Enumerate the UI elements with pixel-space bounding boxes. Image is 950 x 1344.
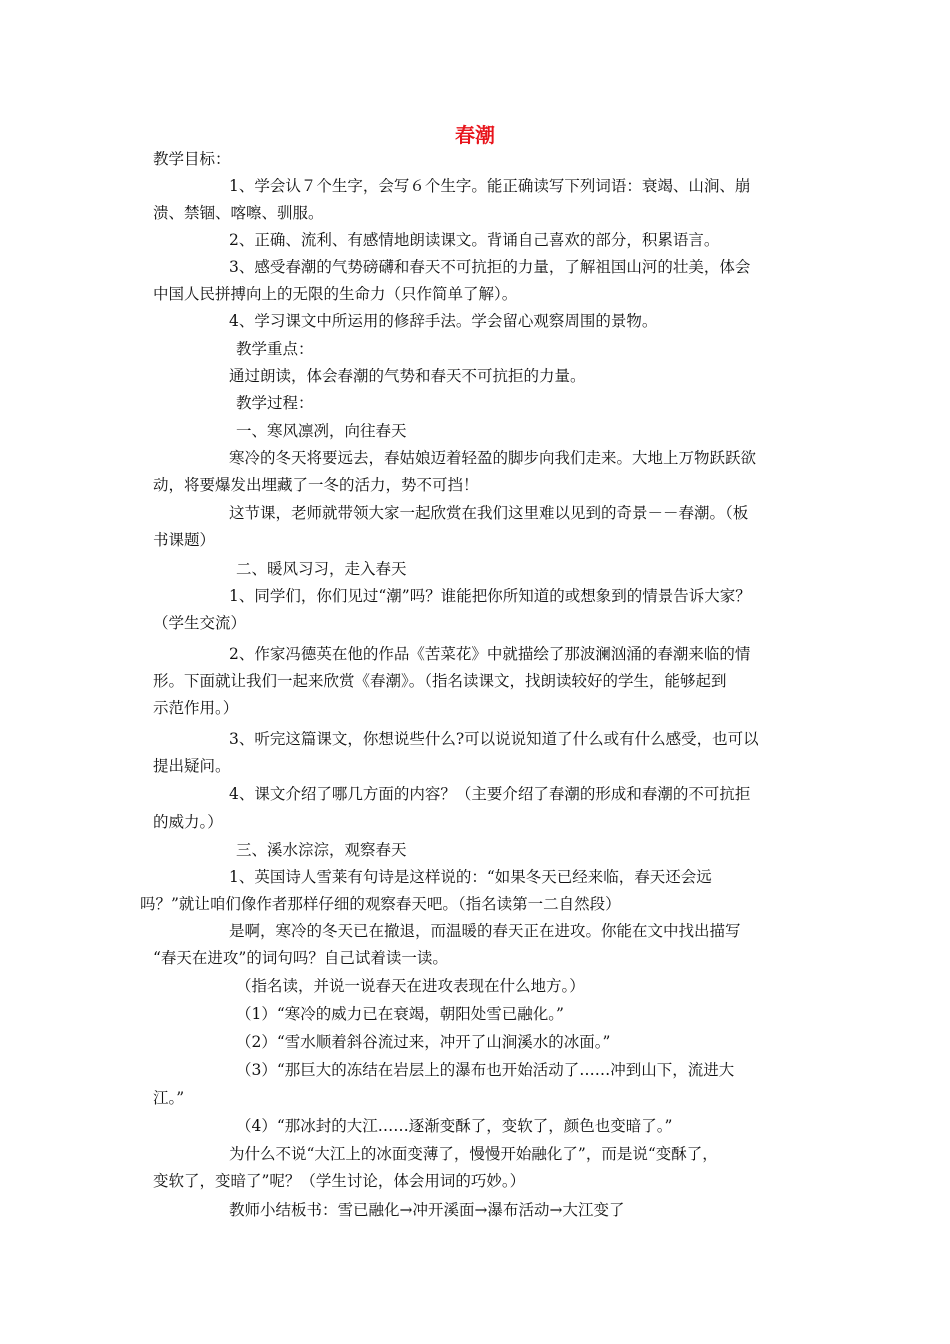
text-line: 教学过程： — [236, 394, 314, 412]
text-line: 2、正确、流利、有感情地朗读课文。背诵自己喜欢的部分，积累语言。 — [229, 231, 720, 249]
text-line: 寒冷的冬天将要远去，春姑娘迈着轻盈的脚步向我们走来。大地上万物跃跃欲 — [229, 449, 757, 467]
text-line: 3、听完这篇课文，你想说些什么?可以说说知道了什么或有什么感受，也可以 — [229, 730, 759, 748]
text-line: 吗？”就让咱们像作者那样仔细的观察春天吧。（指名读第一二自然段） — [140, 895, 621, 913]
text-line: 中国人民拼搏向上的无限的生命力（只作简单了解）。 — [153, 285, 518, 303]
text-line: 动，将要爆发出埋藏了一冬的活力，势不可挡！ — [153, 476, 479, 494]
text-line: 4、课文介绍了哪几方面的内容？（主要介绍了春潮的形成和春潮的不可抗拒 — [229, 785, 751, 803]
text-line: 1、同学们，你们见过“潮”吗？谁能把你所知道的或想象到的情景告诉大家？ — [229, 587, 751, 605]
text-line: 变软了，变暗了”呢？（学生讨论，体会用词的巧妙。） — [153, 1172, 526, 1190]
text-line: 教师小结板书：雪已融化→冲开溪面→瀑布活动→大江变了 — [229, 1201, 625, 1219]
text-line: 书课题） — [153, 531, 216, 549]
text-line: 3、感受春潮的气势磅礴和春天不可抗拒的力量，了解祖国山河的壮美，体会 — [229, 258, 751, 276]
text-line: 通过朗读，体会春潮的气势和春天不可抗拒的力量。 — [229, 367, 586, 385]
text-line: 教学目标： — [153, 150, 231, 168]
text-line: 教学重点： — [236, 340, 314, 358]
text-line: 溃、禁锢、喀嚓、驯服。 — [153, 204, 324, 222]
text-line: （指名读，并说一说春天在进攻表现在什么地方。） — [236, 977, 585, 995]
text-line: 1、学会认７个生字，会写６个生字。能正确读写下列词语：衰竭、山涧、崩 — [229, 177, 751, 195]
section-heading: 三、溪水淙淙，观察春天 — [236, 841, 407, 859]
text-line: （学生交流） — [153, 614, 247, 632]
quote-line: （3）“那巨大的冻结在岩层上的瀑布也开始活动了……冲到山下，流进大 — [236, 1061, 735, 1079]
quote-line: （1）“寒冷的威力已在衰竭，朝阳处雪已融化。” — [236, 1005, 564, 1023]
text-line: 形。下面就让我们一起来欣赏《春潮》。（指名读课文，找朗读较好的学生，能够起到 — [153, 672, 727, 690]
text-line: 这节课，老师就带领大家一起欣赏在我们这里难以见到的奇景－－春潮。（板 — [229, 504, 749, 522]
quote-line: 江。” — [153, 1089, 185, 1107]
text-line: 1、英国诗人雪莱有句诗是这样说的：“如果冬天已经来临，春天还会远 — [229, 868, 712, 886]
section-heading: 一、寒风凛冽，向往春天 — [236, 422, 407, 440]
text-line: 示范作用。） — [153, 699, 239, 717]
document-title: 春潮 — [455, 123, 495, 147]
text-line: 4、学习课文中所运用的修辞手法。学会留心观察周围的景物。 — [229, 312, 658, 330]
text-line: 的威力。） — [153, 813, 223, 831]
text-line: 2、作家冯德英在他的作品《苦菜花》中就描绘了那波澜汹涌的春潮来临的情 — [229, 645, 751, 663]
quote-line: （4）“那冰封的大江……逐渐变酥了，变软了，颜色也变暗了。” — [236, 1117, 673, 1135]
section-heading: 二、暖风习习，走入春天 — [236, 560, 407, 578]
text-line: 为什么不说“大江上的冰面变薄了，慢慢开始融化了”，而是说“变酥了， — [229, 1145, 718, 1163]
text-line: 提出疑问。 — [153, 757, 231, 775]
text-line: “春天在进攻”的词句吗？自己试着读一读。 — [153, 949, 448, 967]
text-line: 是啊，寒冷的冬天已在撤退，而温暖的春天正在进攻。你能在文中找出描写 — [229, 922, 741, 940]
quote-line: （2）“雪水顺着斜谷流过来，冲开了山涧溪水的冰面。” — [236, 1033, 611, 1051]
